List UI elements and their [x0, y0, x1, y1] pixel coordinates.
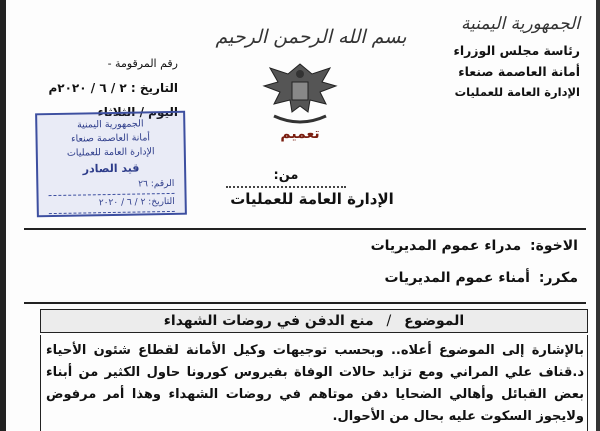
stamp-date-label: التاريخ	[151, 196, 175, 208]
addressee-to	[371, 238, 578, 254]
basmala: بسم الله الرحمن الرحيم	[215, 26, 407, 48]
registry-stamp	[35, 111, 187, 218]
from-label: من:	[273, 168, 299, 183]
date-row	[28, 76, 178, 100]
stamp-number-label: الرقم	[153, 178, 175, 190]
subject-label: الموضوع	[404, 313, 465, 329]
stamp-number: الرقم: ٢٦	[48, 176, 174, 196]
subject-bar	[40, 309, 588, 333]
subject-separator: /	[386, 313, 392, 329]
country-name: الجمهورية اليمنية	[460, 14, 580, 34]
from-value: الإدارة العامة للعمليات	[230, 190, 394, 208]
stamp-number-value: ٢٦	[138, 179, 149, 190]
reference-number-row	[28, 52, 178, 76]
body-text: بالإشارة إلى الموضوع أعلاه.. وبحسب توجيهات وكيل الأمانة لقطاع شئون الأحياء د.قناف علي المراني ومع تزايد حالات الوفاة بفيروس كورونا حاول الكثير من أبناء بعض القبائل وأهالي الضحايا دفن موتاهم في روضات الشهداء وهذا أمر مرفوض ولايجوز السكوت عليه بحال من الأحوال.	[46, 343, 584, 424]
stamp-country: الجمهورية اليمنية	[76, 118, 144, 131]
addressee-divider	[24, 302, 586, 304]
document-page	[6, 0, 596, 431]
issuing-authority	[410, 14, 580, 103]
day-row: اليوم / الثلاثاء	[97, 105, 178, 119]
day-label: اليوم	[148, 105, 178, 119]
header-divider	[24, 228, 586, 230]
stamp-date-value: ٢ / ٦ / ٢٠٢٠	[98, 197, 146, 209]
addressee-cc	[385, 270, 578, 286]
authority-line-3: الإدارة العامة للعمليات	[454, 85, 580, 99]
right-page-edge	[596, 0, 600, 431]
cc-value: أمناء عموم المديريات	[384, 270, 530, 286]
day-value: الثلاثاء	[97, 105, 136, 119]
reference-label: رقم المرقومة -	[107, 57, 178, 70]
from-dotted-line	[226, 186, 346, 188]
subject-value: منع الدفن في روضات الشهداء	[163, 313, 374, 329]
to-value: مدراء عموم المديريات	[370, 238, 522, 254]
date-value: : ٢ / ٦ / ٢٠٢٠م	[48, 81, 136, 95]
cc-label: مكرر:	[538, 270, 578, 286]
national-emblem-icon	[260, 60, 340, 126]
date-label: التاريخ	[139, 81, 178, 95]
circular-title: تعميم	[280, 126, 320, 142]
to-label: الاخوة:	[530, 238, 578, 254]
authority-line-1: رئاسة مجلس الوزراء	[453, 43, 580, 58]
stamp-department: الإدارة العامة للعمليات	[66, 146, 155, 159]
stamp-issued: قيد الصادر	[82, 161, 140, 176]
stamp-authority: أمانة العاصمة صنعاء	[70, 132, 151, 145]
stamp-date: التاريخ: ٢ / ٦ / ٢٠٢٠	[49, 194, 175, 214]
authority-line-2: أمانة العاصمة صنعاء	[458, 64, 580, 79]
